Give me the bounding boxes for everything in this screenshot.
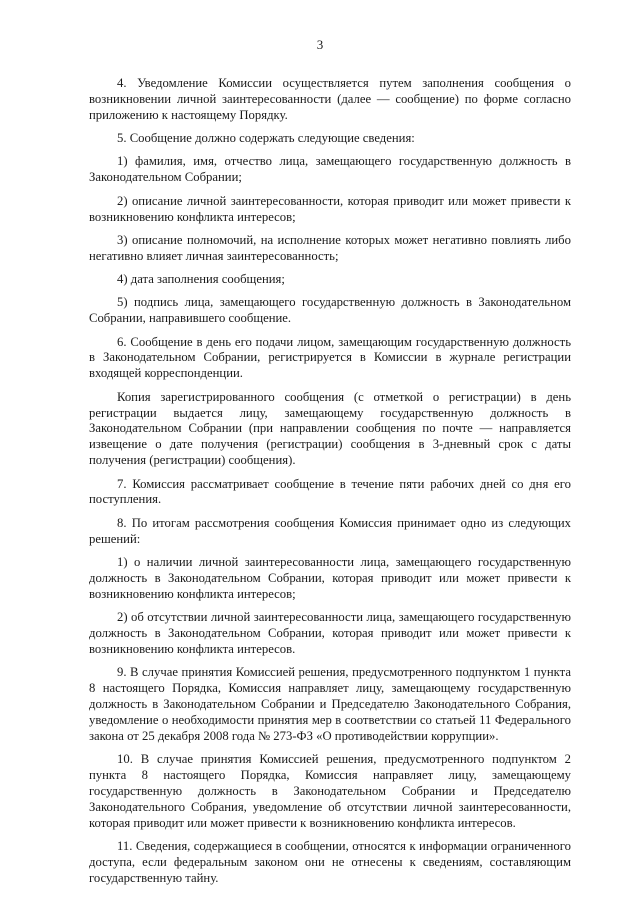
paragraph-10-absence-notice: 10. В случае принятия Комиссией решения, предусмотренного подпунктом 2 пункта 8 настоящего Порядка, Комиссия направляет лицу, замещающему государственную должность в Законодательном Собрании и Председателю Законодательного Собрания, уведомление об отсутствии личной заинтересованности, которая приводит или может привести к возникновению конфликта интересов. bbox=[89, 752, 571, 830]
paragraph-9-measures-notice: 9. В случае принятия Комиссией решения, предусмотренного подпунктом 1 пункта 8 настоящего Порядка, Комиссия направляет лицу, замещающему государственную должность в Законодательном Собрании и Председателю Законодательного Собрания, уведомление о необходимости принятия мер в соответствии со статьей 11 Федерального закона от 25 декабря 2008 года № 273-ФЗ «О противодействии коррупции». bbox=[89, 665, 571, 743]
subitem-5-4-filling-date: 4) дата заполнения сообщения; bbox=[117, 272, 285, 287]
paragraph-5-message-contents: 5. Сообщение должно содержать следующие сведения: bbox=[117, 131, 415, 146]
paragraph-4-notification: 4. Уведомление Комиссии осуществляется путем заполнения сообщения о возникновении личной заинтересованности (далее — сообщение) по форме согласно приложению к настоящему Порядку. bbox=[89, 76, 571, 122]
subitem-8-1-interest-present: 1) о наличии личной заинтересованности лица, замещающего государственную должность в Законодательном Собрании, которая приводит или может привести к возникновению конфликта интересов; bbox=[89, 554, 571, 601]
page-number: 3 bbox=[316, 37, 324, 52]
subitem-5-1-full-name: 1) фамилия, имя, отчество лица, замещающего государственную должность в Законодательном Собрании; bbox=[89, 154, 571, 185]
paragraph-7-review-period: 7. Комиссия рассматривает сообщение в течение пяти рабочих дней со дня его поступления. bbox=[89, 476, 571, 507]
subitem-8-2-interest-absent: 2) об отсутствии личной заинтересованности лица, замещающего государственную должность в Законодательном Собрании, которая приводит или может привести к возникновению конфликта интересов. bbox=[89, 610, 571, 656]
paragraph-11-restricted-info: 11. Сведения, содержащиеся в сообщении, относятся к информации ограниченного доступа, если федеральным законом они не отнесены к сведениям, составляющим государственную тайну. bbox=[89, 839, 571, 885]
subitem-5-3-powers-description: 3) описание полномочий, на исполнение которых может негативно повлиять либо негативно влияет личная заинтересованность; bbox=[89, 232, 571, 263]
document-body bbox=[89, 76, 571, 894]
paragraph-6-registration: 6. Сообщение в день его подачи лицом, замещающим государственную должность в Законодательном Собрании, регистрируется в Комиссии в журнале регистрации входящей корреспонденции. bbox=[89, 334, 571, 381]
paragraph-8-decisions: 8. По итогам рассмотрения сообщения Комиссия принимает одно из следующих решений: bbox=[89, 515, 571, 546]
paragraph-6-copy-issuance: Копия зарегистрированного сообщения (с отметкой о регистрации) в день регистрации выдается лицу, замещающему государственную должность в Законодательном Собрании (при направлении сообщения по почте — направляется извещение о дате получения (регистрации) сообщения в 3-дневный срок с даты получения (регистрации) сообщения). bbox=[89, 389, 571, 468]
subitem-5-5-signature: 5) подпись лица, замещающего государственную должность в Законодательном Собрании, направившего сообщение. bbox=[89, 295, 571, 326]
subitem-5-2-interest-description: 2) описание личной заинтересованности, которая приводит или может привести к возникновению конфликта интересов; bbox=[89, 193, 571, 224]
